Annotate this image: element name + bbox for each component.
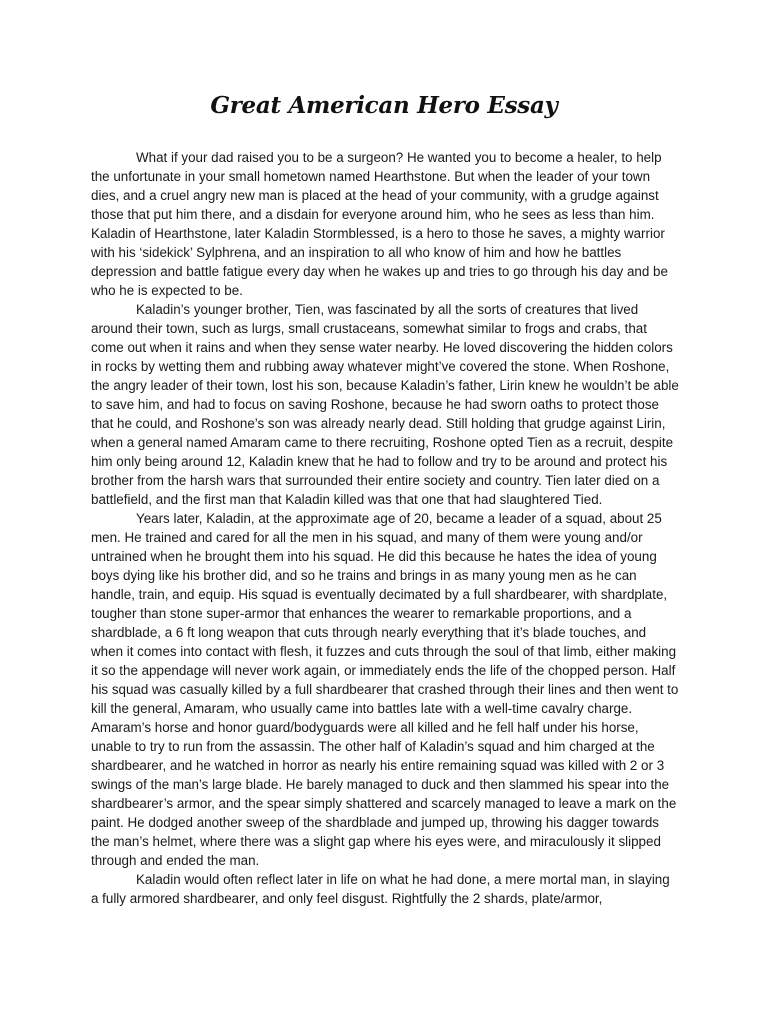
paragraph-1: What if your dad raised you to be a surgeon? He wanted you to become a healer, to help the unfortunate in your small hometown named Hearthstone. But when the leader of your town dies, and a cruel angry new man is placed at the head of your community, with a grudge against those that put him there, and a disdain for everyone around him, who he sees as less than him. Kaladin of Hearthstone, later Kaladin Stormblessed, is a hero to those he saves, a mighty warrior with his ‘sidekick’ Sylphrena, and an inspiration to all who know of him and how he battles depression and battle fatigue every day when he wakes up and tries to go through his day and be who he is expected to be.: [91, 150, 668, 298]
essay-title: Great American Hero Essay: [210, 92, 558, 119]
paragraph-4: Kaladin would often reflect later in life on what he had done, a mere mortal man, in slaying a fully armored shardbearer, and only feel disgust. Rightfully the 2 shards, plate/armor,: [91, 872, 670, 906]
paragraph-3: Years later, Kaladin, at the approximate age of 20, became a leader of a squad, about 25 men. He trained and cared for all the men in his squad, and many of them were young and/or untrained when he brought them into his squad. He did this because he hates the idea of young boys dying like his brother did, and so he trains and brings in as many young men as he can handle, train, and equip. His squad is eventually decimated by a full shardbearer, with shardplate, tougher than stone super-armor that enhances the wearer to remarkable proportions, and a shardblade, a 6 ft long weapon that cuts through nearly everything that it’s blade touches, and when it comes into contact with flesh, it fuzzes and cuts through the soul of that limb, either making it so the appendage will never work again, or immediately ends the life of the chopped person. Half his squad was casually killed by a full shardbearer that crashed through their lines and then went to kill the general, Amaram, who usually came into battles late with a well-time cavalry charge. Amaram’s horse and honor guard/bodyguards were all killed and he fell half under his horse, unable to try to run from the assassin. The other half of Kaladin’s squad and him charged at the shardbearer, and he watched in horror as nearly his entire remaining squad was killed with 2 or 3 swings of the man’s large blade. He barely managed to duck and then slammed his spear into the shardbearer’s armor, and the spear simply shattered and scarcely managed to leave a mark on the paint. He dodged another sweep of the shardblade and jumped up, throwing his dagger towards the man’s helmet, where there was a slight gap where his eyes were, and miraculously it slipped through and ended the man.: [91, 511, 679, 868]
paragraph-2: Kaladin’s younger brother, Tien, was fascinated by all the sorts of creatures that lived around their town, such as lurgs, small crustaceans, somewhat similar to frogs and crabs, that come out when it rains and when they sense water nearby. He loved discovering the hidden colors in rocks by wetting them and rubbing away whatever might’ve covered the stone. When Roshone, the angry leader of their town, lost his son, because Kaladin’s father, Lirin knew he wouldn’t be able to save him, and had to focus on saving Roshone, because he had sworn oaths to protect those that he could, and Roshone’s son was already nearly dead. Still holding that grudge against Lirin, when a general named Amaram came to there recruiting, Roshone opted Tien as a recruit, despite him only being around 12, Kaladin knew that he had to follow and try to be around and protect his brother from the harsh wars that surrounded their entire society and country. Tien later died on a battlefield, and the first man that Kaladin killed was that one that had slaughtered Tied.: [91, 302, 679, 507]
essay-body: [91, 148, 679, 908]
